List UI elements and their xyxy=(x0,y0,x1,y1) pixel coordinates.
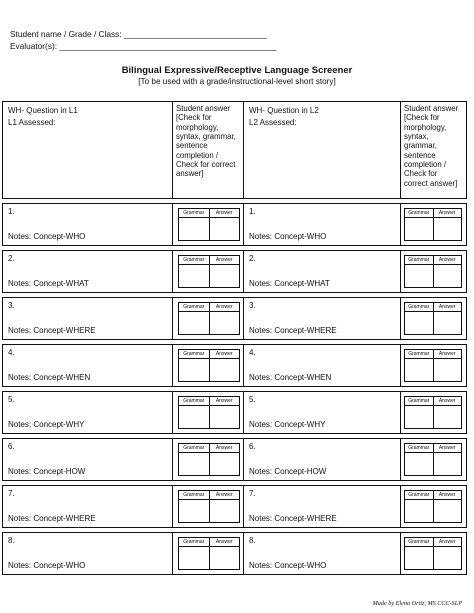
l1-question-cell[interactable] xyxy=(3,486,173,527)
l1-grammar-checkbox[interactable] xyxy=(179,359,210,381)
l2-answer-checkbox[interactable] xyxy=(434,406,462,428)
l1-answer-cell xyxy=(173,204,244,245)
answer-box-labels xyxy=(405,350,461,359)
l1-answer-checkbox[interactable] xyxy=(210,547,240,569)
l1-answer-cell xyxy=(173,251,244,292)
concept-note: Notes: Concept-HOW xyxy=(249,467,327,476)
answer-label: Answer xyxy=(215,445,233,451)
l2-assessed-label: L2 Assessed: xyxy=(249,117,297,127)
table-row xyxy=(2,344,467,387)
l1-grammar-checkbox[interactable] xyxy=(179,265,210,287)
l2-answer-checkbox[interactable] xyxy=(434,359,462,381)
grammar-label: Grammar xyxy=(405,444,434,452)
l2-question-cell[interactable] xyxy=(244,392,401,433)
l2-question-header-title: WH- Question in L2 xyxy=(249,106,319,115)
l1-answer-checkbox[interactable] xyxy=(210,265,240,287)
l1-grammar-checkbox[interactable] xyxy=(179,453,210,475)
answer-label: Answer xyxy=(438,445,456,451)
answer-box-labels xyxy=(179,397,239,406)
grammar-label: Grammar xyxy=(405,209,434,217)
l2-answer-boxes xyxy=(404,490,462,523)
l2-answer-boxes xyxy=(404,302,462,335)
concept-note: Notes: Concept-WHO xyxy=(249,232,327,241)
answer-box-labels xyxy=(405,538,461,547)
question-number: 7. xyxy=(8,489,15,498)
l1-question-cell[interactable] xyxy=(3,439,173,480)
l1-grammar-checkbox[interactable] xyxy=(179,218,210,240)
answer-box-labels xyxy=(405,209,461,218)
l2-grammar-checkbox[interactable] xyxy=(405,500,434,522)
l2-question-cell[interactable] xyxy=(244,298,401,339)
answer-label: Answer xyxy=(215,351,233,357)
l1-answer-boxes xyxy=(178,443,240,476)
grammar-label: Grammar xyxy=(179,538,210,546)
answer-box-labels xyxy=(405,491,461,500)
question-number: 5. xyxy=(8,395,15,404)
answer-label: Answer xyxy=(438,492,456,498)
answer-box-labels xyxy=(179,209,239,218)
l2-answer-checkbox[interactable] xyxy=(434,218,462,240)
answer-box-labels xyxy=(405,397,461,406)
concept-note: Notes: Concept-WHAT xyxy=(8,279,89,288)
l1-question-header xyxy=(3,102,173,198)
l2-grammar-checkbox[interactable] xyxy=(405,547,434,569)
l2-grammar-checkbox[interactable] xyxy=(405,359,434,381)
l1-answer-checkbox[interactable] xyxy=(210,406,240,428)
l2-answer-cell xyxy=(401,392,466,433)
question-number: 7. xyxy=(249,489,256,498)
answer-box-labels xyxy=(405,256,461,265)
answer-box-labels xyxy=(405,444,461,453)
l1-student-answer-header: Student answer [Check for morphology, syntax, grammar, sentence completion / Check for correct answer] xyxy=(173,102,244,198)
l2-answer-boxes xyxy=(404,443,462,476)
answer-box-labels xyxy=(179,350,239,359)
question-number: 6. xyxy=(249,442,256,451)
l2-question-cell[interactable] xyxy=(244,345,401,386)
concept-note: Notes: Concept-WHERE xyxy=(8,326,96,335)
l1-answer-boxes xyxy=(178,490,240,523)
concept-note: Notes: Concept-WHO xyxy=(8,561,86,570)
answer-label: Answer xyxy=(215,304,233,310)
l2-student-answer-header: Student answer [Check for morphology, syntax, grammar, sentence completion / Check for correct answer] xyxy=(404,104,459,188)
concept-note: Notes: Concept-WHERE xyxy=(249,326,337,335)
table-row xyxy=(2,485,467,528)
concept-note: Notes: Concept-WHY xyxy=(249,420,326,429)
question-number: 4. xyxy=(249,348,256,357)
grammar-label: Grammar xyxy=(179,303,210,311)
concept-note: Notes: Concept-WHERE xyxy=(8,514,96,523)
l1-answer-boxes xyxy=(178,537,240,570)
l2-answer-boxes xyxy=(404,396,462,429)
question-number: 1. xyxy=(249,207,256,216)
l1-question-cell[interactable] xyxy=(3,392,173,433)
answer-label: Answer xyxy=(438,257,456,263)
answer-label: Answer xyxy=(438,539,456,545)
grammar-label: Grammar xyxy=(405,397,434,405)
question-number: 4. xyxy=(8,348,15,357)
grammar-label: Grammar xyxy=(405,303,434,311)
l2-answer-boxes xyxy=(404,349,462,382)
answer-box-labels xyxy=(179,444,239,453)
question-number: 5. xyxy=(249,395,256,404)
l1-answer-cell xyxy=(173,345,244,386)
l1-answer-boxes xyxy=(178,396,240,429)
l1-question-cell[interactable] xyxy=(3,298,173,339)
l2-grammar-checkbox[interactable] xyxy=(405,265,434,287)
l1-assessed-label: L1 Assessed: xyxy=(8,117,56,127)
table-row xyxy=(2,391,467,434)
l2-answer-boxes xyxy=(404,537,462,570)
l2-answer-checkbox[interactable] xyxy=(434,453,462,475)
l1-question-cell[interactable] xyxy=(3,533,173,574)
table-row xyxy=(2,250,467,293)
l1-answer-boxes xyxy=(178,255,240,288)
answer-box-labels xyxy=(179,256,239,265)
l1-grammar-checkbox[interactable] xyxy=(179,547,210,569)
l2-answer-checkbox[interactable] xyxy=(434,500,462,522)
l2-answer-cell xyxy=(401,251,466,292)
answer-box-labels xyxy=(179,491,239,500)
l1-answer-boxes xyxy=(178,349,240,382)
answer-label: Answer xyxy=(215,398,233,404)
document-title: Bilingual Expressive/Receptive Language Screener xyxy=(121,64,353,75)
l1-answer-cell xyxy=(173,439,244,480)
l2-answer-cell xyxy=(401,486,466,527)
question-number: 2. xyxy=(8,254,15,263)
l1-answer-boxes xyxy=(178,302,240,335)
grammar-label: Grammar xyxy=(179,397,210,405)
concept-note: Notes: Concept-WHERE xyxy=(249,514,337,523)
l2-answer-checkbox[interactable] xyxy=(434,547,462,569)
question-number: 6. xyxy=(8,442,15,451)
l1-answer-cell xyxy=(173,486,244,527)
l1-grammar-checkbox[interactable] xyxy=(179,312,210,334)
l1-answer-cell xyxy=(173,533,244,574)
l2-question-header xyxy=(244,102,401,198)
answer-label: Answer xyxy=(438,351,456,357)
grammar-label: Grammar xyxy=(405,256,434,264)
l1-answer-checkbox[interactable] xyxy=(210,500,240,522)
answer-box-labels xyxy=(405,303,461,312)
table-row xyxy=(2,203,467,246)
l1-answer-cell xyxy=(173,298,244,339)
question-number: 2. xyxy=(249,254,256,263)
answer-label: Answer xyxy=(215,492,233,498)
answer-label: Answer xyxy=(215,210,233,216)
l2-question-cell[interactable] xyxy=(244,439,401,480)
answer-label: Answer xyxy=(215,257,233,263)
l1-question-cell[interactable] xyxy=(3,204,173,245)
l1-answer-boxes xyxy=(178,208,240,241)
answer-box-labels xyxy=(179,303,239,312)
l2-grammar-checkbox[interactable] xyxy=(405,406,434,428)
table-row xyxy=(2,532,467,575)
grammar-label: Grammar xyxy=(405,538,434,546)
grammar-label: Grammar xyxy=(179,444,210,452)
l2-answer-cell xyxy=(401,298,466,339)
question-number: 1. xyxy=(8,207,15,216)
l2-answer-checkbox[interactable] xyxy=(434,265,462,287)
concept-note: Notes: Concept-WHY xyxy=(8,420,85,429)
l1-answer-checkbox[interactable] xyxy=(210,312,240,334)
l2-question-cell[interactable] xyxy=(244,251,401,292)
screener-table xyxy=(2,101,467,579)
l1-answer-checkbox[interactable] xyxy=(210,453,240,475)
l1-answer-cell xyxy=(173,392,244,433)
student-name-line: Student name / Grade / Class: _______________________________ xyxy=(10,29,267,39)
l2-answer-boxes xyxy=(404,208,462,241)
table-row xyxy=(2,297,467,340)
l2-answer-cell xyxy=(401,533,466,574)
answer-label: Answer xyxy=(438,210,456,216)
concept-note: Notes: Concept-WHEN xyxy=(249,373,332,382)
table-row xyxy=(2,438,467,481)
answer-label: Answer xyxy=(438,304,456,310)
question-number: 8. xyxy=(249,536,256,545)
l1-answer-checkbox[interactable] xyxy=(210,218,240,240)
grammar-label: Grammar xyxy=(405,350,434,358)
grammar-label: Grammar xyxy=(179,491,210,499)
l1-grammar-checkbox[interactable] xyxy=(179,500,210,522)
l1-question-header-title: WH- Question in L1 xyxy=(8,106,78,115)
document-subtitle: [To be used with a grade/instructional-level short story] xyxy=(138,77,336,86)
l2-question-cell[interactable] xyxy=(244,533,401,574)
l2-question-cell[interactable] xyxy=(244,204,401,245)
l1-question-cell[interactable] xyxy=(3,345,173,386)
question-number: 3. xyxy=(8,301,15,310)
l2-question-cell[interactable] xyxy=(244,486,401,527)
concept-note: Notes: Concept-WHEN xyxy=(8,373,91,382)
grammar-label: Grammar xyxy=(179,209,210,217)
l2-answer-cell xyxy=(401,204,466,245)
l2-grammar-checkbox[interactable] xyxy=(405,312,434,334)
concept-note: Notes: Concept-WHO xyxy=(8,232,86,241)
l1-answer-checkbox[interactable] xyxy=(210,359,240,381)
question-rows xyxy=(2,203,467,575)
grammar-label: Grammar xyxy=(179,256,210,264)
answer-box-labels xyxy=(179,538,239,547)
grammar-label: Grammar xyxy=(179,350,210,358)
l1-question-cell[interactable] xyxy=(3,251,173,292)
question-number: 8. xyxy=(8,536,15,545)
answer-label: Answer xyxy=(215,539,233,545)
concept-note: Notes: Concept-HOW xyxy=(8,467,86,476)
author-credit: Made by Elena Ortiz, MS CCC-SLP xyxy=(372,600,462,607)
answer-label: Answer xyxy=(438,398,456,404)
concept-note: Notes: Concept-WHAT xyxy=(249,279,330,288)
l2-grammar-checkbox[interactable] xyxy=(405,218,434,240)
l1-grammar-checkbox[interactable] xyxy=(179,406,210,428)
l2-answer-cell xyxy=(401,345,466,386)
evaluator-line: Evaluator(s): _______________________________________________ xyxy=(10,41,277,51)
l2-answer-cell xyxy=(401,439,466,480)
concept-note: Notes: Concept-WHO xyxy=(249,561,327,570)
question-number: 3. xyxy=(249,301,256,310)
l2-answer-boxes xyxy=(404,255,462,288)
table-header-row xyxy=(2,101,467,199)
l2-grammar-checkbox[interactable] xyxy=(405,453,434,475)
grammar-label: Grammar xyxy=(405,491,434,499)
l2-answer-checkbox[interactable] xyxy=(434,312,462,334)
